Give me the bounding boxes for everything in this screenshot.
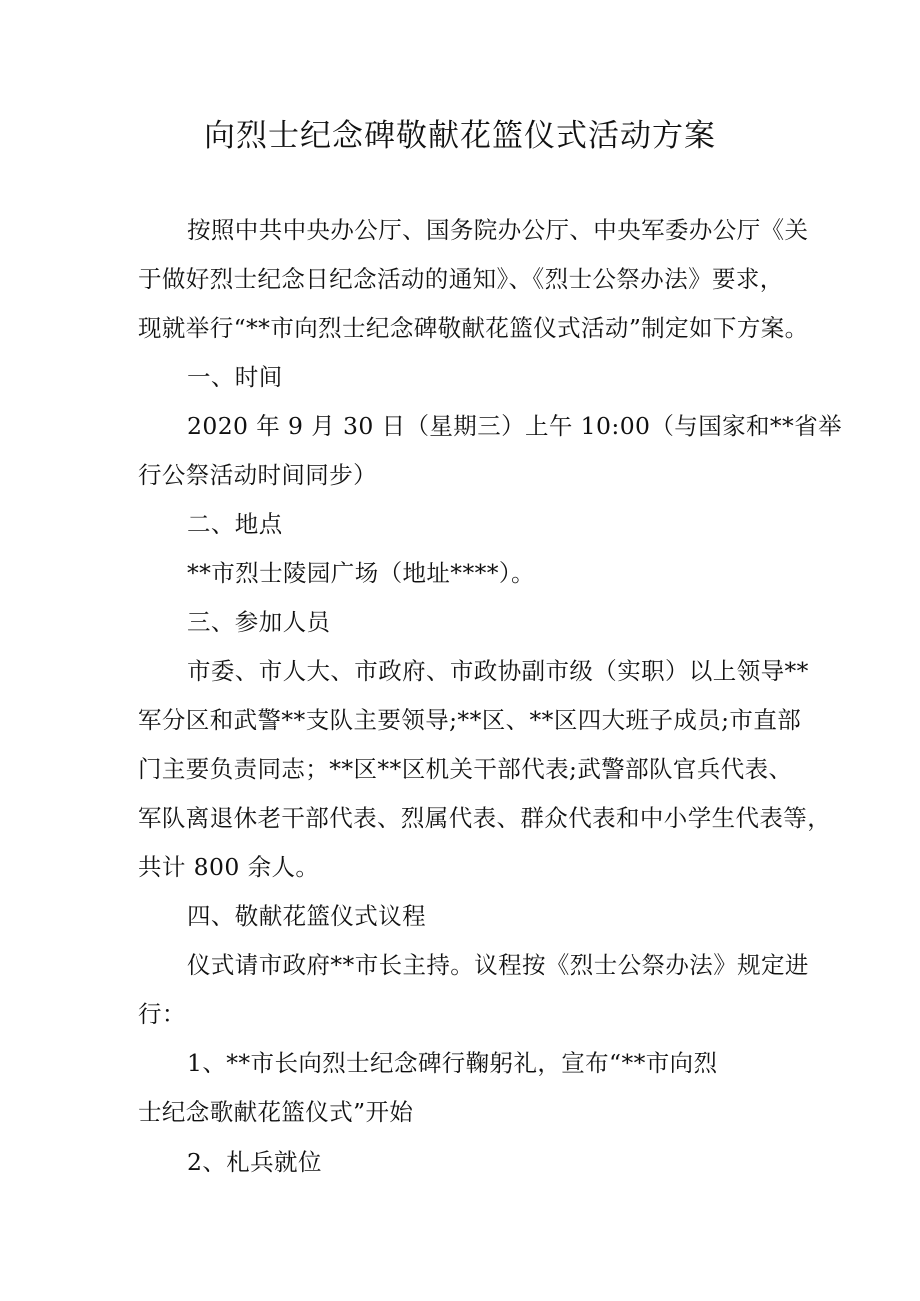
people-line-5: 共计 800 余人。 xyxy=(138,853,320,881)
agenda-step-1-line-1: 1、**市长向烈士纪念碑行鞠躬礼，宣布“**市向烈 xyxy=(187,1049,718,1077)
section-heading-time: 一、时间 xyxy=(187,363,283,391)
people-line-3: 门主要负责同志；**区**区机关干部代表;武警部队官兵代表、 xyxy=(138,755,793,783)
people-line-1: 市委、市人大、市政府、市政协副市级（实职）以上领导** xyxy=(187,657,809,685)
intro-line-1: 按照中共中央办公厅、国务院办公厅、中央军委办公厅《关 xyxy=(187,216,809,244)
agenda-step-1-line-2: 士纪念歌献花篮仪式”开始 xyxy=(138,1098,414,1126)
agenda-line-2: 行： xyxy=(138,1000,186,1028)
people-line-2: 军分区和武警**支队主要领导;**区、**区四大班子成员;市直部 xyxy=(138,706,802,734)
section-heading-place: 二、地点 xyxy=(187,510,283,538)
section-heading-agenda: 四、敬献花篮仪式议程 xyxy=(187,902,426,930)
time-line-1: 2020 年 9 月 30 日（星期三）上午 10:00（与国家和**省举 xyxy=(187,412,843,440)
document-title: 向烈士纪念碑敬献花篮仪式活动方案 xyxy=(204,118,716,154)
time-line-2: 行公祭活动时间同步） xyxy=(138,461,377,489)
intro-line-3: 现就举行“**市向烈士纪念碑敬献花篮仪式活动”制定如下方案。 xyxy=(138,314,809,342)
agenda-line-1: 仪式请市政府**市长主持。议程按《烈士公祭办法》规定进 xyxy=(187,951,809,979)
section-heading-people: 三、参加人员 xyxy=(187,608,331,636)
people-line-4: 军队离退休老干部代表、烈属代表、群众代表和中小学生代表等， xyxy=(138,804,832,832)
intro-line-2: 于做好烈士纪念日纪念活动的通知》、《烈士公祭办法》要求， xyxy=(138,265,784,293)
agenda-step-2-line-1: 2、札兵就位 xyxy=(187,1148,322,1176)
place-line-1: **市烈士陵园广场（地址****）。 xyxy=(187,559,535,587)
